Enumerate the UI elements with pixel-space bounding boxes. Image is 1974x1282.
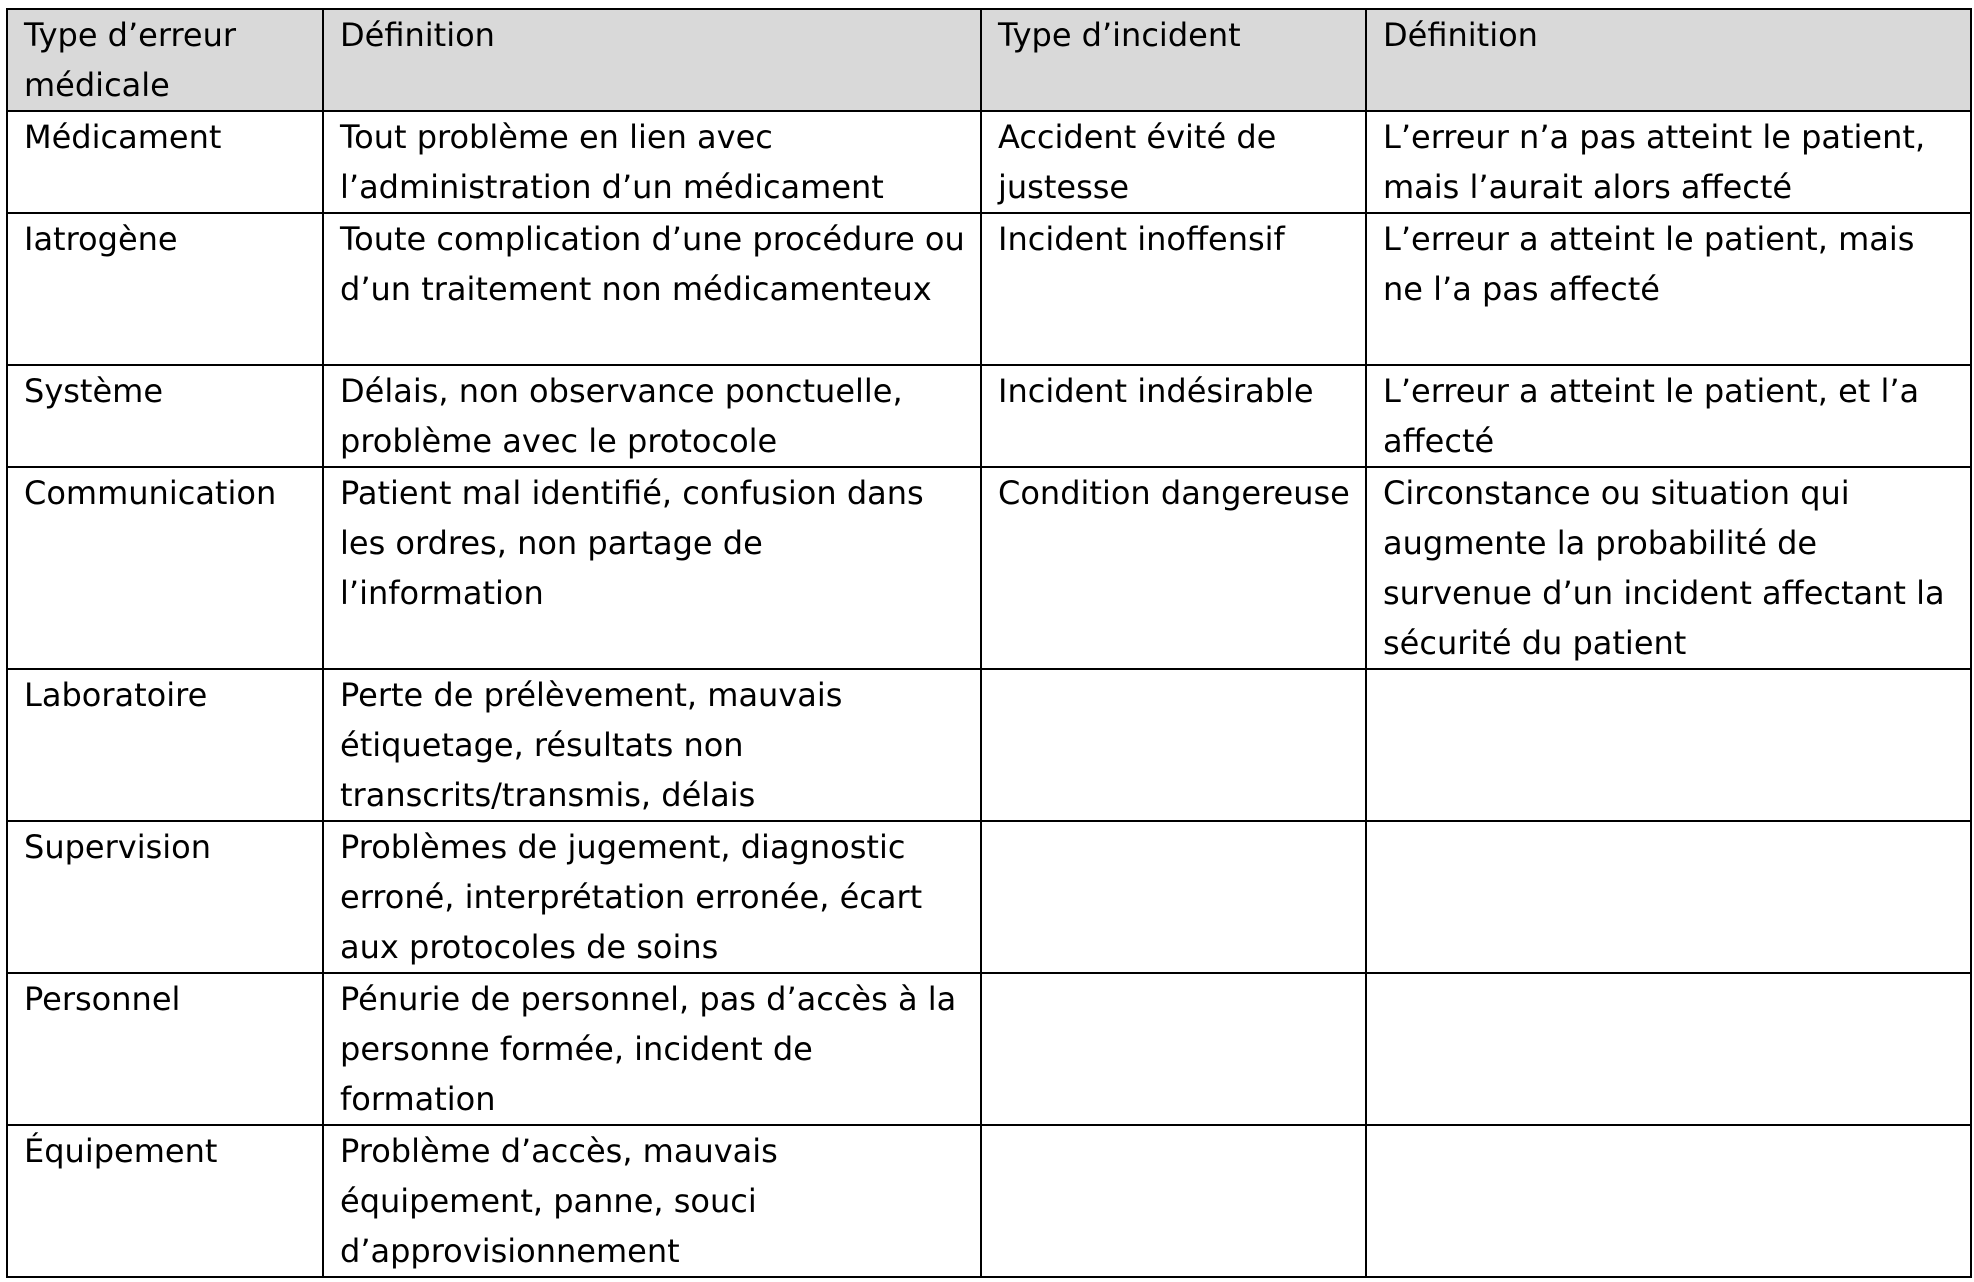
error-types-table — [6, 8, 1972, 1278]
error-types-table-container — [6, 8, 1970, 1278]
cell-error-type: Système — [7, 365, 323, 467]
cell-error-type: Personnel — [7, 973, 323, 1125]
cell-incident-type: Accident évité de justesse — [981, 111, 1366, 213]
cell-error-definition: Patient mal identifié, confusion dans les ordres, non partage de l’information — [323, 467, 981, 669]
cell-incident-definition — [1366, 821, 1971, 973]
table-row — [7, 669, 1971, 821]
table-row — [7, 467, 1971, 669]
cell-incident-type: Condition dangereuse — [981, 467, 1366, 669]
header-incident-type: Type d’incident — [981, 9, 1366, 111]
cell-error-definition: Perte de prélèvement, mauvais étiquetage, résultats non transcrits/transmis, délais — [323, 669, 981, 821]
cell-incident-definition — [1366, 973, 1971, 1125]
cell-error-type: Équipement — [7, 1125, 323, 1277]
cell-error-type: Médicament — [7, 111, 323, 213]
cell-error-definition: Pénurie de personnel, pas d’accès à la personne formée, incident de formation — [323, 973, 981, 1125]
table-row — [7, 111, 1971, 213]
cell-error-type: Laboratoire — [7, 669, 323, 821]
header-medical-error-type: Type d’erreur médicale — [7, 9, 323, 111]
header-error-definition: Définition — [323, 9, 981, 111]
cell-incident-type — [981, 821, 1366, 973]
table-row — [7, 973, 1971, 1125]
table-header-row — [7, 9, 1971, 111]
cell-incident-definition — [1366, 1125, 1971, 1277]
cell-incident-type — [981, 669, 1366, 821]
table-row — [7, 1125, 1971, 1277]
table-row — [7, 365, 1971, 467]
cell-incident-definition: Circonstance ou situation qui augmente la probabilité de survenue d’un incident affectant la sécurité du patient — [1366, 467, 1971, 669]
cell-incident-definition: L’erreur n’a pas atteint le patient, mais l’aurait alors affecté — [1366, 111, 1971, 213]
cell-incident-definition: L’erreur a atteint le patient, mais ne l’a pas affecté — [1366, 213, 1971, 365]
cell-error-definition: Problèmes de jugement, diagnostic erroné, interprétation erronée, écart aux protocoles de soins — [323, 821, 981, 973]
cell-incident-definition — [1366, 669, 1971, 821]
cell-error-definition: Tout problème en lien avec l’administration d’un médicament — [323, 111, 981, 213]
table-row — [7, 213, 1971, 365]
cell-error-definition: Problème d’accès, mauvais équipement, panne, souci d’approvisionnement — [323, 1125, 981, 1277]
cell-incident-definition: L’erreur a atteint le patient, et l’a affecté — [1366, 365, 1971, 467]
cell-incident-type: Incident indésirable — [981, 365, 1366, 467]
cell-error-definition: Délais, non observance ponctuelle, problème avec le protocole — [323, 365, 981, 467]
cell-error-definition: Toute complication d’une procédure ou d’un traitement non médicamenteux — [323, 213, 981, 365]
table-row — [7, 821, 1971, 973]
cell-error-type: Communication — [7, 467, 323, 669]
cell-error-type: Supervision — [7, 821, 323, 973]
cell-incident-type — [981, 1125, 1366, 1277]
cell-error-type: Iatrogène — [7, 213, 323, 365]
cell-incident-type: Incident inoffensif — [981, 213, 1366, 365]
header-incident-definition: Définition — [1366, 9, 1971, 111]
cell-incident-type — [981, 973, 1366, 1125]
